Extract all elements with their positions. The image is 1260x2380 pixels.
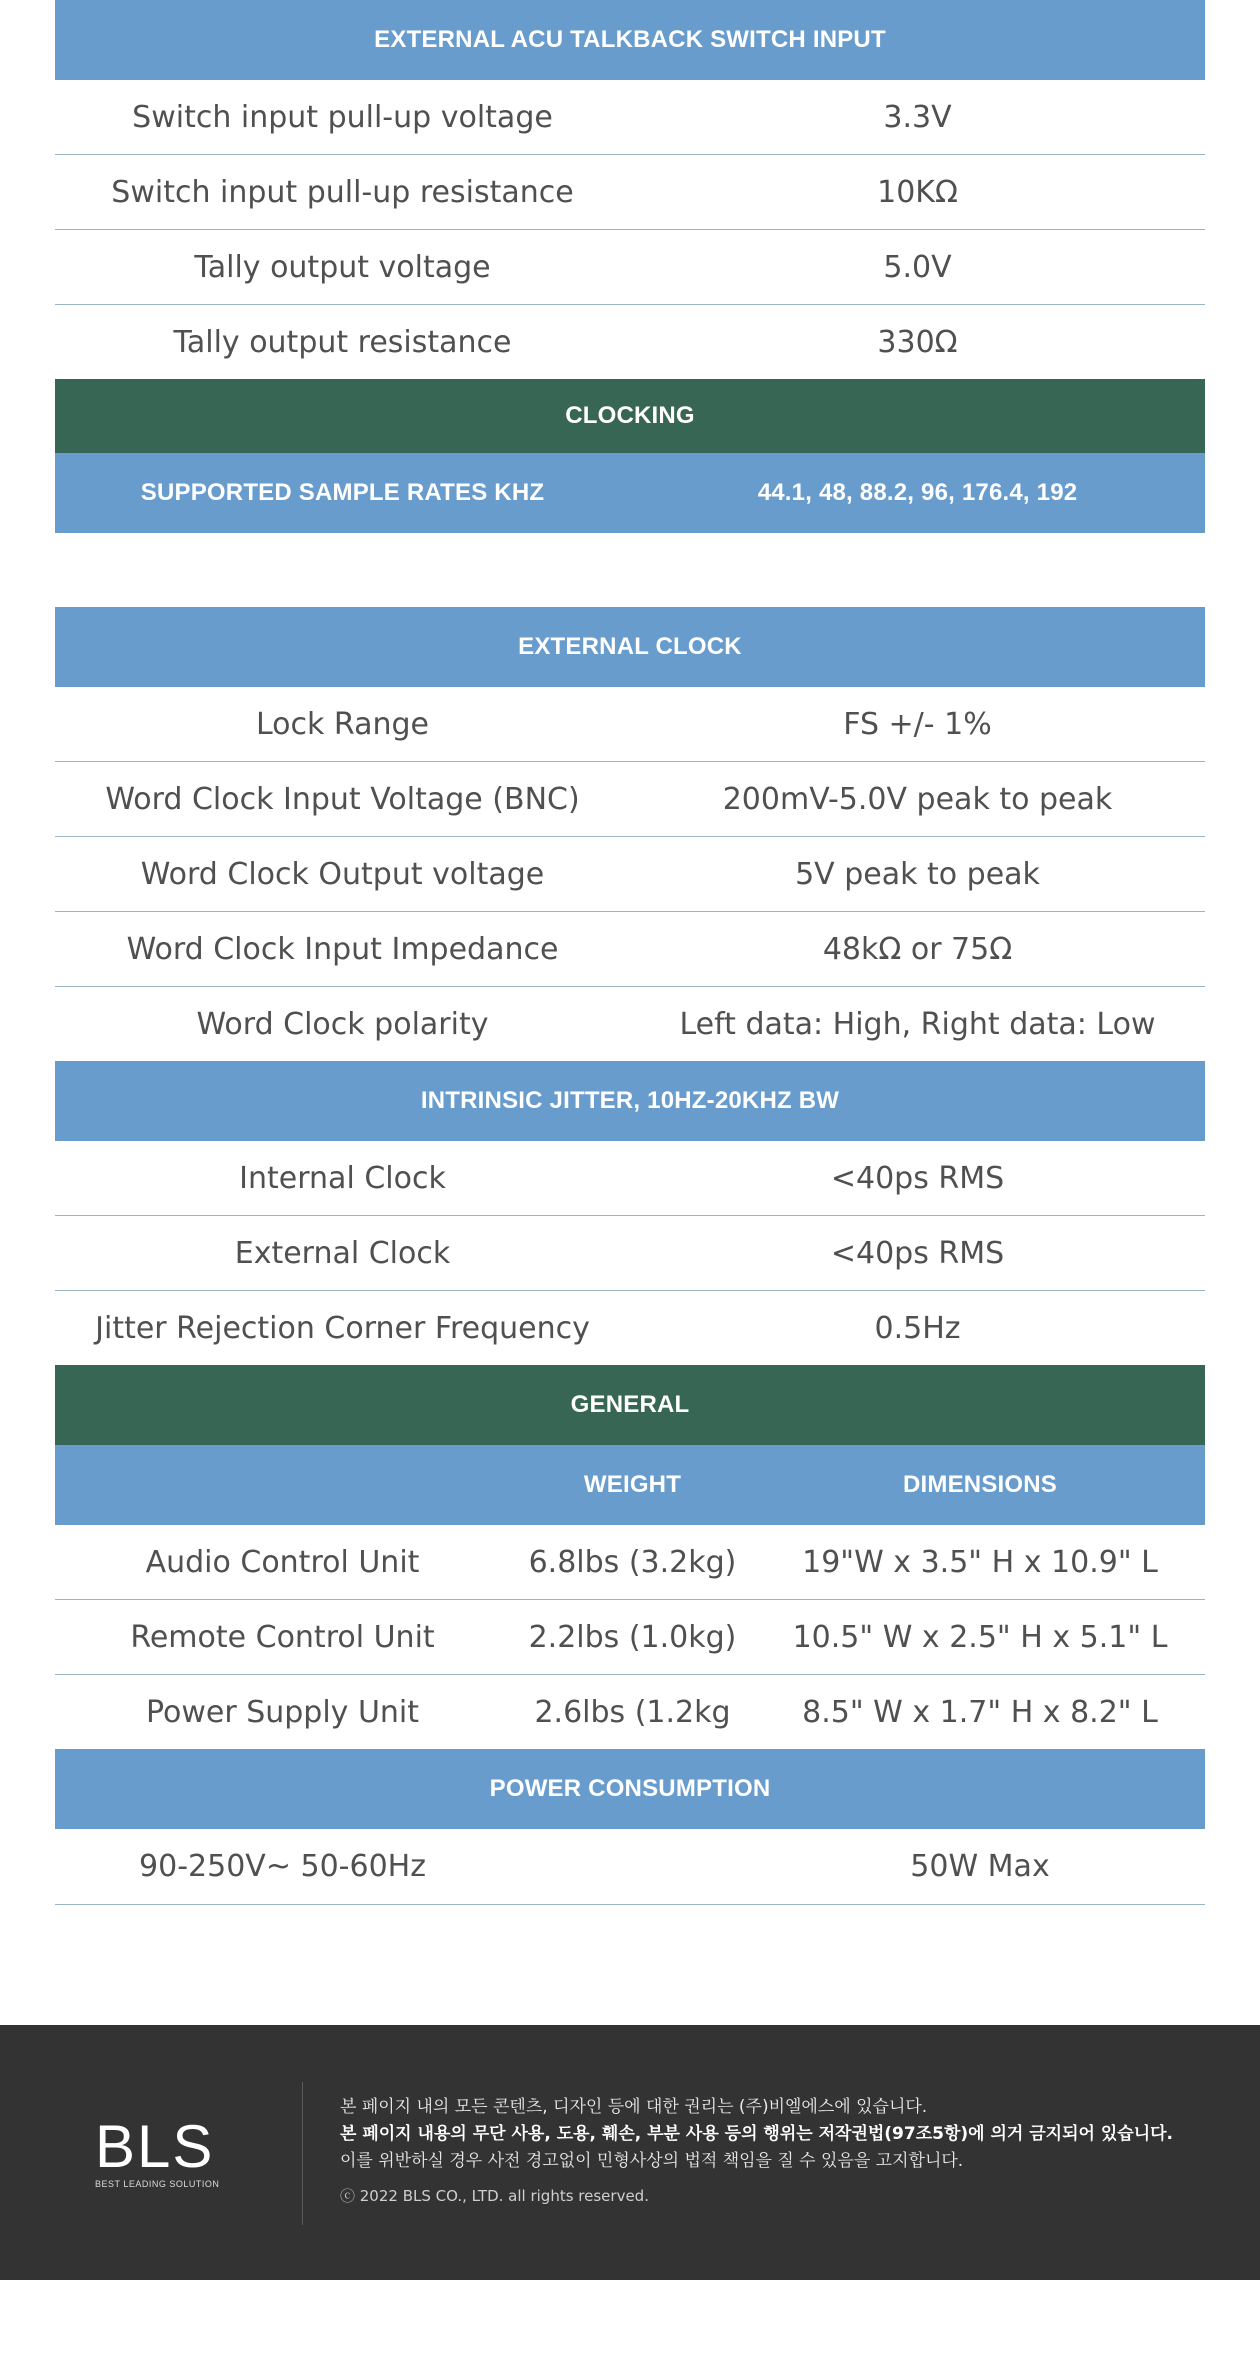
table-row: Remote Control Unit 2.2lbs (1.0kg) 10.5" W x 2.5" H x 5.1" L (55, 1600, 1205, 1675)
footer-logo: BLS BEST LEADING SOLUTION (95, 2113, 220, 2189)
sample-rates-row: SUPPORTED SAMPLE RATES KHZ 44.1, 48, 88.2, 96, 176.4, 192 (55, 453, 1205, 533)
table-row: Switch input pull-up resistance 10KΩ (55, 155, 1205, 230)
power-row: 90-250V~ 50-60Hz 50W Max (55, 1829, 1205, 1905)
general-column-header: WEIGHT DIMENSIONS (55, 1445, 1205, 1525)
table-row: Power Supply Unit 2.6lbs (1.2kg 8.5" W x 1.7" H x 8.2" L (145, 1694, 1158, 1730)
table-row: Switch input pull-up voltage 3.3V (55, 80, 1205, 155)
acu-spec-table (55, 0, 1205, 533)
external-clock-header: EXTERNAL CLOCK (55, 607, 1205, 687)
acu-section-header: EXTERNAL ACU TALKBACK SWITCH INPUT (55, 0, 1205, 80)
table-row: Word Clock polarity Left data: High, Right data: Low (196, 1006, 1156, 1042)
general-section-header: GENERAL (55, 1365, 1205, 1445)
jitter-section-header: INTRINSIC JITTER, 10HZ-20KHZ BW (55, 1061, 1205, 1141)
table-row: Word Clock Input Voltage (BNC) 200mV-5.0V peak to peak (55, 762, 1205, 837)
copyright-text: ⓒ 2022 BLS CO., LTD. all rights reserved. (340, 2187, 649, 2205)
external-clock-table (55, 607, 1205, 1905)
table-row: Tally output resistance 330Ω (173, 324, 958, 360)
table-row: Internal Clock <40ps RMS (55, 1141, 1205, 1216)
table-row: External Clock <40ps RMS (55, 1216, 1205, 1291)
table-row: Word Clock Output voltage 5V peak to peak (55, 837, 1205, 912)
table-row: Lock Range FS +/- 1% (55, 687, 1205, 762)
table-row: Word Clock Input Impedance 48kΩ or 75Ω (55, 912, 1205, 987)
footer (0, 2025, 1260, 2280)
power-section-header: POWER CONSUMPTION (55, 1749, 1205, 1829)
table-row: Jitter Rejection Corner Frequency 0.5Hz (95, 1310, 961, 1346)
footer-divider (302, 2082, 303, 2225)
clocking-section-header: CLOCKING (55, 379, 1205, 453)
table-row: Tally output voltage 5.0V (55, 230, 1205, 305)
table-row: Audio Control Unit 6.8lbs (3.2kg) 19"W x 3.5" H x 10.9" L (55, 1525, 1205, 1600)
footer-notice: 본 페이지 내의 모든 콘텐츠, 디자인 등에 대한 권리는 (주)비엘에스에 있습니다. 본 페이지 내용의 무단 사용, 도용, 훼손, 부분 사용 등의 행위는 저작권법(97조5항)에 의거 금지되어 있습니다. 이를 위반하실 경우 사전 경고없이 민형사상의 법적 책임을 질 수 있음을 고지합니다. ⓒ 2022 BLS CO., LTD. all rights reserved. (340, 2094, 1173, 2210)
